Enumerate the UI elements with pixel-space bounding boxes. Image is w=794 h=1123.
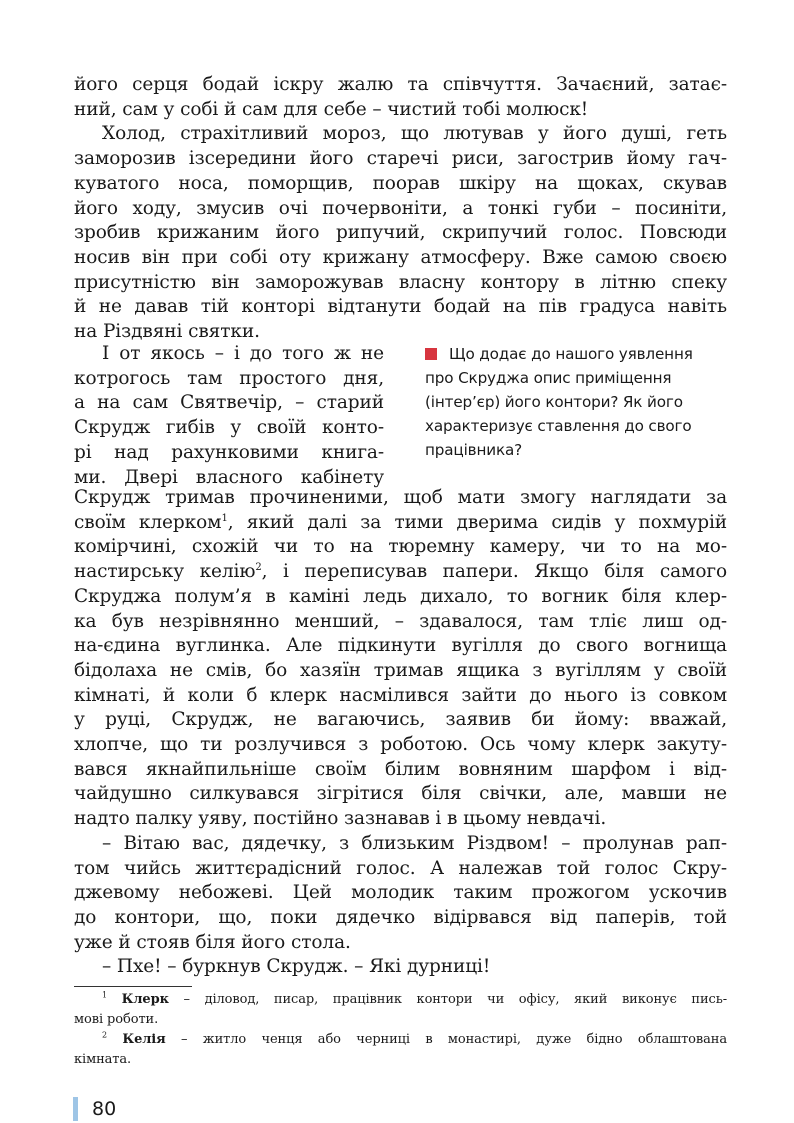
text-line: уже й стояв біля його стола. bbox=[74, 931, 351, 953]
text-line: своїм клерком$^1$, який далі за тими дверима сидів у похмурій bbox=[74, 511, 728, 533]
text-line: на-єдина вуглинка. Але підкинути вугілля до свого вогнища bbox=[74, 635, 727, 657]
footnote-ref-1[interactable]: 1 bbox=[221, 512, 228, 524]
text-line: а на сам Святвечір, – старий bbox=[74, 392, 384, 414]
question-box bbox=[425, 342, 733, 462]
text-line: кімнаті, й коли б клерк насмілився зайти до нього із совком bbox=[74, 684, 727, 706]
red-square-icon bbox=[425, 348, 437, 360]
paragraph-3 bbox=[74, 486, 727, 980]
text-line: у руці, Скрудж, не вагаючись, заявив би йому: вважай, bbox=[74, 709, 727, 731]
text-line: надто палку уяву, постійно зазнавав і в цьому невдачі. bbox=[74, 808, 607, 830]
text-line: ми. Двері власного кабінету bbox=[74, 466, 384, 488]
text-line: вався якнайпильніше своїм білим вовняним шарфом і від- bbox=[74, 758, 727, 780]
text-line: І от якось – і до того ж не bbox=[102, 343, 384, 364]
footnote-ref-2[interactable]: 2 bbox=[255, 561, 262, 573]
paragraph-1 bbox=[74, 73, 727, 345]
text-line: зробив крижаним його рипучий, скрипучий голос. Повсюди bbox=[74, 222, 727, 244]
footnote-1-cont: мові роботи. bbox=[74, 1012, 159, 1027]
question-line: працівника? bbox=[425, 441, 523, 459]
text-line: рі над рахунковими книга- bbox=[74, 441, 384, 463]
text-line: – Пхе! – буркнув Скрудж. – Які дурниці! bbox=[102, 956, 491, 978]
text-line: носив він при собі оту крижану атмосферу. Вже самою своєю bbox=[74, 246, 727, 268]
text-line: бідолаха не смів, бо хазяїн тримав ящика з вугіллям у своїй bbox=[74, 659, 727, 681]
footnote-divider bbox=[74, 986, 192, 987]
question-line: характеризує ставлення до свого bbox=[425, 417, 692, 435]
text-line: Скруджа полум’я в каміні ледь дихало, то вогник біля клер- bbox=[74, 585, 727, 607]
text-line: ний, сам у собі й сам для себе – чистий тобі молюск! bbox=[74, 98, 589, 120]
question-line: Що додає до нашого уявлення bbox=[425, 342, 733, 366]
text-line: хлопче, що ти розлучився з роботою. Ось чому клерк закуту- bbox=[74, 734, 727, 756]
footnote-2-cont: кімната. bbox=[74, 1052, 132, 1067]
question-line: про Скруджа опис приміщення bbox=[425, 369, 672, 387]
text-line: й не давав тій конторі відтанути бодай на пів градуса навіть bbox=[74, 296, 727, 318]
text-line: заморозив ізсередини його старечі риси, загострив йому гач- bbox=[74, 148, 727, 170]
text-line: до контори, що, поки дядечко відірвався від паперів, той bbox=[74, 906, 727, 928]
text-line: котрогось там простого дня, bbox=[74, 367, 384, 389]
paragraph-2 bbox=[74, 342, 384, 490]
text-line: ка був незрівнянно менший, – здавалося, там тліє лиш од- bbox=[74, 610, 727, 632]
page-number: 80 bbox=[92, 1098, 117, 1120]
text-line: комірчині, схожій чи то на тюремну камеру, чи то на мо- bbox=[74, 536, 727, 558]
footnote-1: $^1$ Клерк – діловод, писар, працівник контори чи офісу, який виконує пись- bbox=[102, 990, 727, 1007]
page-number-bar bbox=[73, 1097, 78, 1121]
text-line: том чийсь життєрадісний голос. А належав той голос Скру- bbox=[74, 857, 727, 879]
text-line: Скрудж гибів у своїй конто- bbox=[74, 417, 384, 439]
text-line: Скрудж тримав прочиненими, щоб мати змогу наглядати за bbox=[74, 487, 727, 508]
text-line: чайдушно силкувався зігрітися біля свічки, але, мавши не bbox=[74, 783, 727, 805]
text-line: Холод, страхітливий мороз, що лютував у його душі, геть bbox=[102, 123, 727, 145]
question-line: (інтер’єр) його контори? Як його bbox=[425, 393, 683, 411]
text-line: присутністю він заморожував власну контору в літню спеку bbox=[74, 271, 727, 293]
text-line: його ходу, змусив очі почервоніти, а тонкі губи – посиніти, bbox=[74, 197, 727, 219]
text-line: куватого носа, поморщив, поорав шкіру на щоках, скував bbox=[74, 172, 727, 194]
text-line: джевому небожеві. Цей молодик таким прожогом ускочив bbox=[74, 882, 727, 904]
footnote-2: $^2$ Келія – житло ченця або черниці в монастирі, дуже бідно облаштована bbox=[102, 1030, 727, 1047]
text-line: на Різдвяні святки. bbox=[74, 321, 260, 343]
text-line: – Вітаю вас, дядечку, з близьким Різдвом! – пролунав рап- bbox=[102, 832, 727, 854]
text-line: настирську келію$^2$, і переписував папери. Якщо біля самого bbox=[74, 561, 727, 583]
footnotes bbox=[74, 990, 727, 1070]
text-line: його серця бодай іскру жалю та співчуття. Зачаєний, затає- bbox=[74, 74, 727, 95]
